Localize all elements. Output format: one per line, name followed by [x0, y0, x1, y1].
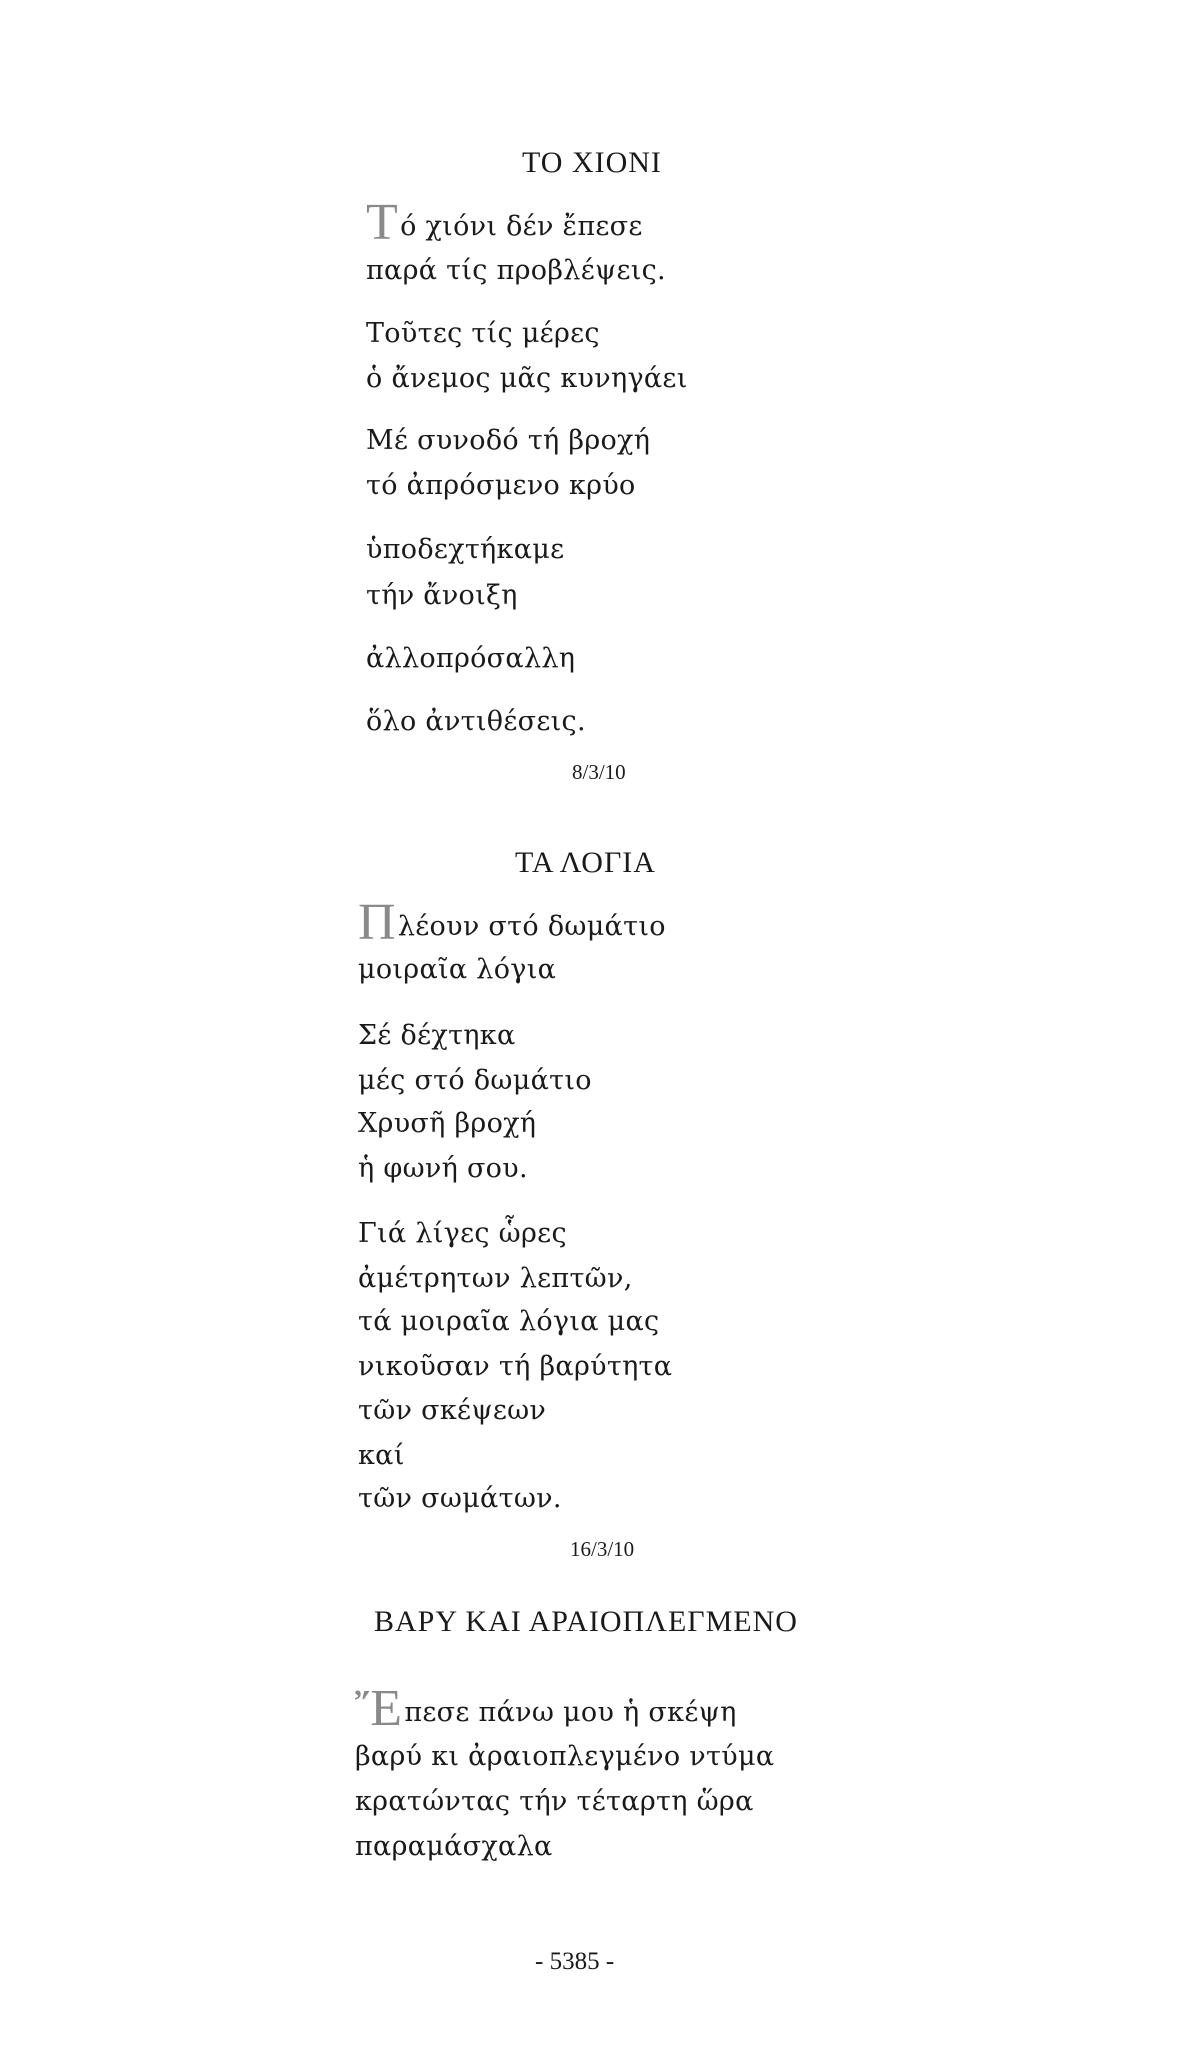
poem-line: ὑποδεχτήκαμε — [366, 534, 565, 565]
poem-line: Τοῦτες τίς μέρες — [366, 318, 600, 349]
first-line-text: πεσε πάνω μου ἡ σκέψη — [404, 1697, 737, 1728]
poem-title: ΒΑΡΥ ΚΑΙ ΑΡΑΙΟΠΛΕΓΜΕΝΟ — [374, 1605, 798, 1638]
poem-line: Γιά λίγες ὧρες — [358, 1218, 567, 1249]
poem-line: μές στό δωμάτιο — [358, 1065, 592, 1096]
poem-line: τό ἀπρόσμενο κρύο — [366, 470, 636, 501]
drop-cap: Τ — [366, 194, 399, 251]
poem-line: παραμάσχαλα — [355, 1831, 553, 1862]
poem-line: κρατώντας τήν τέταρτη ὥρα — [355, 1786, 754, 1817]
page-number: - 5385 - — [535, 1948, 615, 1975]
poem-line: Χρυσῆ βροχή — [358, 1108, 537, 1139]
poem-line: ὅλο ἀντιθέσεις. — [366, 706, 586, 737]
poem-line: καί — [358, 1440, 405, 1471]
poem-line: παρά τίς προβλέψεις. — [366, 255, 666, 286]
poem-first-line — [366, 194, 643, 251]
drop-cap: Π — [358, 894, 396, 951]
poem-line: Σέ δέχτηκα — [358, 1020, 516, 1051]
poem-line: ἡ φωνή σου. — [358, 1153, 528, 1184]
poem-line: βαρύ κι ἀραιοπλεγμένο ντύμα — [355, 1741, 775, 1772]
poem-line: τήν ἄνοιξη — [366, 580, 518, 611]
poem-line: νικοῦσαν τή βαρύτητα — [358, 1351, 673, 1382]
poem-line: ὁ ἄνεμος μᾶς κυνηγάει — [366, 363, 688, 394]
poem-line: Μέ συνοδό τή βροχή — [366, 425, 651, 456]
poem-first-line — [358, 894, 666, 951]
poem-line: τῶν σκέψεων — [358, 1395, 547, 1426]
poem-line: ἀμέτρητων λεπτῶν, — [358, 1263, 633, 1294]
poem-date: 8/3/10 — [572, 760, 626, 784]
poem-date: 16/3/10 — [570, 1537, 635, 1561]
first-line-text: λέουν στό δωμάτιο — [397, 911, 666, 942]
poem-title: ΤΟ ΧΙΟΝΙ — [522, 146, 662, 179]
poem-line: τά μοιραῖα λόγια μας — [358, 1306, 660, 1337]
drop-cap: Ἔ — [355, 1680, 403, 1737]
poem-line: τῶν σωμάτων. — [358, 1483, 562, 1514]
poem-line: ἀλλοπρόσαλλη — [366, 643, 576, 674]
poem-title: ΤΑ ΛΟΓΙΑ — [515, 846, 656, 879]
poem-first-line — [355, 1680, 737, 1737]
poem-line: μοιραῖα λόγια — [358, 954, 557, 985]
first-line-text: ό χιόνι δέν ἔπεσε — [400, 211, 643, 242]
